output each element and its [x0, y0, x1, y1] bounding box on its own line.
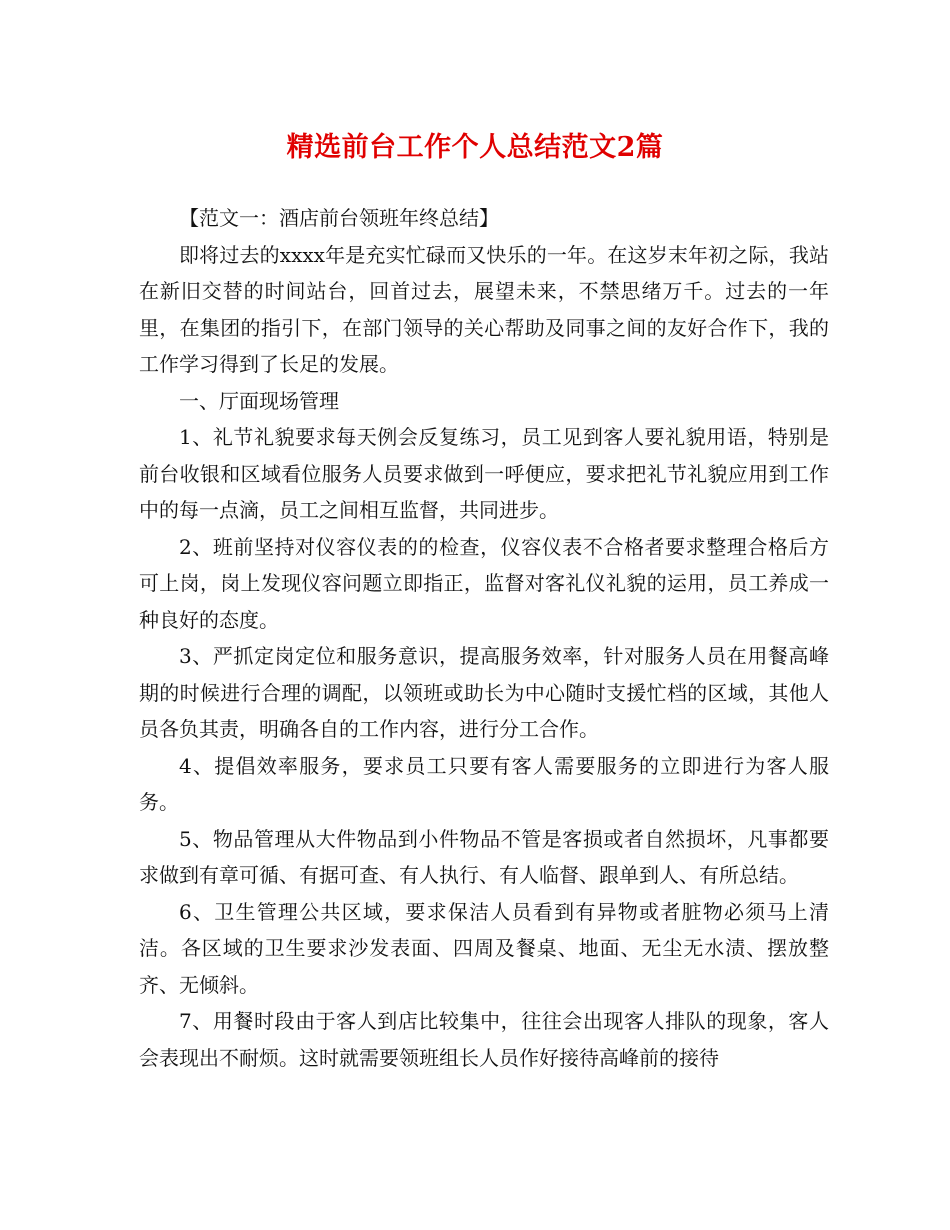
list-item-efficiency: 4、提倡效率服务，要求员工只要有客人需要服务的立即进行为客人服务。: [139, 753, 829, 814]
list-item-appearance-check: 2、班前坚持对仪容仪表的的检查，仪容仪表不合格者要求整理合格后方可上岗，岗上发现仪容问题立即指正，监督对客礼仪礼貌的运用，员工养成一种良好的态度。: [139, 534, 829, 632]
intro-paragraph: 即将过去的xxxx年是充实忙碌而又快乐的一年。在这岁末年初之际，我站在新旧交替的时间站台，回首过去，展望未来，不禁思绪万千。过去的一年里，在集团的指引下，在部门领导的关心帮助及同事之间的友好合作下，我的工作学习得到了长足的发展。: [139, 242, 829, 376]
list-item-hygiene: 6、卫生管理公共区域，要求保洁人员看到有异物或者脏物必须马上清洁。各区域的卫生要求沙发表面、四周及餐桌、地面、无尘无水渍、摆放整齐、无倾斜。: [139, 899, 829, 997]
list-item-peak-hours: 7、用餐时段由于客人到店比较集中，往往会出现客人排队的现象，客人会表现出不耐烦。这时就需要领班组长人员作好接待高峰前的接待: [139, 1009, 829, 1070]
document-body: [139, 200, 829, 1076]
section-heading-floor-management: 一、厅面现场管理: [179, 388, 339, 413]
document-title: 精选前台工作个人总结范文2篇: [286, 132, 664, 163]
section-heading-sample-one: 【范文一：酒店前台领班年终总结】: [179, 206, 499, 230]
list-item-etiquette: 1、礼节礼貌要求每天例会反复练习，员工见到客人要礼貌用语，特别是前台收银和区域看位服务人员要求做到一呼便应，要求把礼节礼貌应用到工作中的每一点滴，员工之间相互监督，共同进步。: [139, 425, 829, 522]
list-item-goods-management: 5、物品管理从大件物品到小件物品不管是客损或者自然损坏，凡事都要求做到有章可循、有据可查、有人执行、有人临督、跟单到人、有所总结。: [139, 826, 829, 887]
list-item-positioning: 3、严抓定岗定位和服务意识，提高服务效率，针对服务人员在用餐高峰期的时候进行合理的调配，以领班或助长为中心随时支援忙档的区域，其他人员各负其责，明确各自的工作内容，进行分工合作。: [139, 644, 829, 741]
